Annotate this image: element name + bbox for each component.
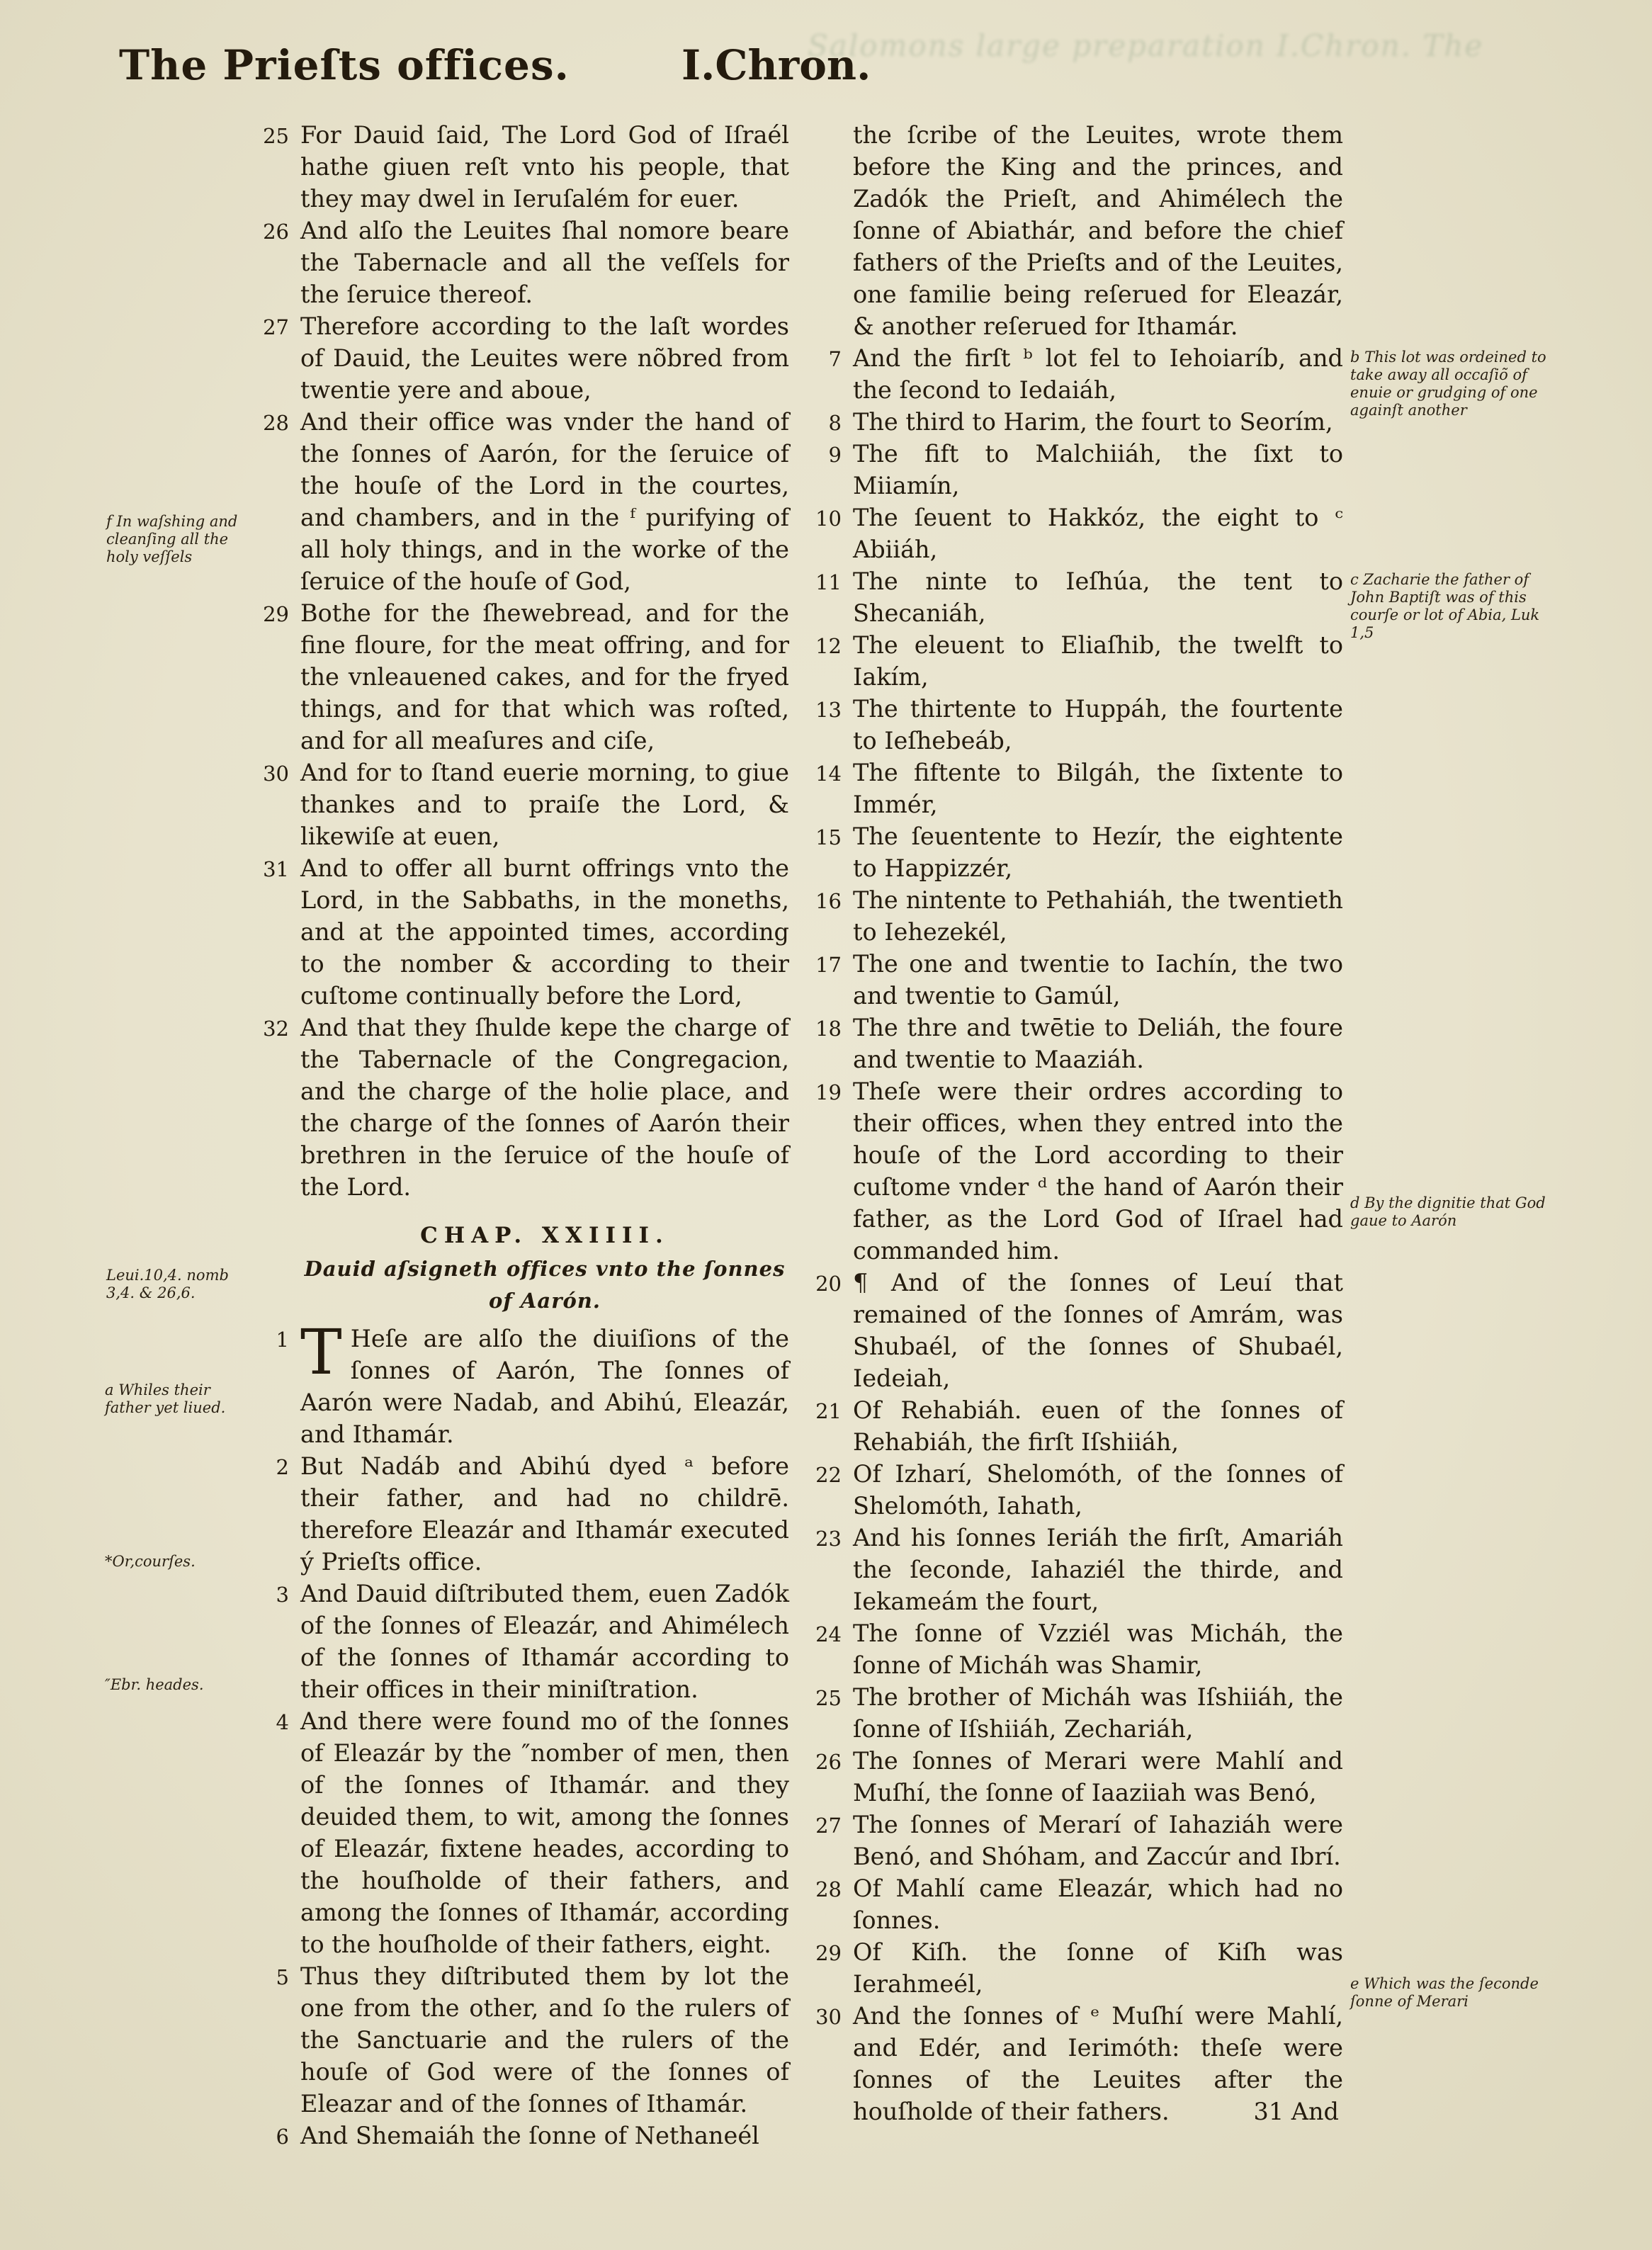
chapter23-verses [263, 119, 789, 1203]
verse-number: 3 [276, 1583, 289, 1607]
verse-number: 23 [815, 1527, 842, 1551]
verse [276, 2120, 789, 2152]
verse [815, 1681, 1343, 1745]
verse-number: 31 [263, 857, 289, 881]
verse-text: The ſonnes of Merari were Mahlí and Muſhí, the ſonne of Iaaziiah was Benó, [853, 1747, 1343, 1807]
margin-note-e: e Which was the ſeconde ſonne of Merari [1350, 1975, 1539, 2010]
continuation-paragraph [853, 119, 1343, 342]
margin-note-c: c Zacharie the father of John Baptiſt was of this courſe or lot of Abia, Luk 1,5 [1350, 571, 1540, 641]
verse-text: And for to ſtand euerie morning, to giue thankes and to praiſe the Lord, & likewiſe at euen, [300, 759, 789, 850]
margin-note-a: a Whiles their father yet liued. [105, 1381, 226, 1416]
verse-text: The ſeuent to Hakkóz, the eight to ᶜ Abiiáh, [853, 504, 1343, 563]
verse [263, 310, 789, 406]
chapter-heading: CHAP. XXIIII. [420, 1223, 669, 1248]
verse [276, 1705, 789, 1960]
verse-number: 17 [815, 953, 842, 977]
verse-text: The ſeuentente to Hezír, the eightente to Happizzér, [853, 822, 1343, 882]
verse-text: The nintente to Pethahiáh, the twentieth to Iehezekél, [853, 886, 1343, 946]
verse [263, 215, 789, 310]
verse-text: And his ſonnes Ieriáh the firſt, Amariáh the ſeconde, Iahaziél the thirde, and Iekameám the fourt, [853, 1524, 1343, 1615]
verse [276, 1316, 789, 1450]
verse-text: The ninte to Ieſhúa, the tent to Shecaniáh, [853, 567, 1343, 627]
verse-number: 28 [815, 1877, 842, 1901]
drop-cap: T [300, 1316, 342, 1389]
catchword: 31 And [1253, 2098, 1339, 2125]
verse-text: Bothe for the ſhewebread, and for the fine floure, for the meat offring, and for the vnleauened cakes, and for the fryed things, and for that which was roſted, and for all meaſures and ciſe, [300, 599, 789, 754]
verse-number: 25 [815, 1686, 842, 1710]
verse-number: 4 [276, 1710, 289, 1734]
verse [276, 1450, 789, 1578]
verse [815, 1617, 1343, 1681]
verse [815, 1394, 1343, 1458]
verse-number: 6 [276, 2125, 289, 2149]
verse-text: Of Rehabiáh. euen of the ſonnes of Rehabiáh, the firſt Iſshiiáh, [853, 1396, 1343, 1456]
verse [276, 1578, 789, 1705]
verse-text: Of Mahlí came Eleazár, which had no ſonnes. [853, 1875, 1343, 1934]
verse-number: 24 [815, 1622, 842, 1646]
verse-text: The one and twentie to Iachín, the two and twentie to Gamúl, [853, 950, 1343, 1010]
verse-text: And Shemaiáh the ſonne of Nethaneél [300, 2122, 759, 2149]
margin-note-f: f In waſshing and cleanſing all the holy veſſels [106, 513, 238, 565]
margin-note-or: *Or,courſes. [105, 1553, 196, 1570]
verse [263, 597, 789, 757]
verse-number: 1 [276, 1328, 289, 1352]
verse-number: 2 [276, 1455, 289, 1479]
verse-text: Of Izharí, Shelomóth, of the ſonnes of Shelomóth, Iahath, [853, 1460, 1343, 1520]
verse-number: 8 [828, 411, 842, 435]
verse-number: 7 [828, 347, 842, 371]
margin-note-ebr: ″Ebr. heades. [105, 1676, 204, 1693]
verse [828, 342, 1343, 406]
verse-text: Thus they diſtributed them by lot the one from the other, and ſo the rulers of the Sanctuarie and the rulers of the houſe of God were of the ſonnes of Eleazar and of the ſonnes of Ithamár. [300, 1962, 789, 2118]
verse-text: The thre and twētie to Deliáh, the foure and twentie to Maaziáh. [853, 1014, 1343, 1073]
verse [815, 629, 1343, 693]
verse-text: The fift to Malchiiáh, the ſixt to Miiamín, [853, 440, 1343, 499]
verse-number: 21 [815, 1399, 842, 1423]
verse-text: The ſonne of Vzziél was Micháh, the ſonne of Micháh was Shamir, [853, 1619, 1343, 1679]
verse-number: 26 [263, 220, 289, 244]
verse-text: The ſonnes of Merarí of Iahaziáh were Benó, and Shóham, and Zaccúr and Ibrí. [853, 1811, 1343, 1870]
verse [828, 438, 1343, 502]
verse-text: The fiftente to Bilgáh, the ſixtente to Immér, [853, 759, 1343, 818]
verse-text: The eleuent to Eliaſhib, the twelft to Iakím, [853, 631, 1343, 691]
verse-text: ¶ And of the ſonnes of Leuí that remained of the ſonnes of Amrám, was Shubaél, of the ſonnes of Shubaél, Iedeiah, [853, 1269, 1343, 1392]
verse-number: 26 [815, 1750, 842, 1774]
verse-number: 29 [263, 602, 289, 626]
verse-text: And that they ſhulde kepe the charge of the Tabernacle of the Congregacion, and the charge of the holie place, and the charge of the ſonnes of Aarón their brethren in the ſeruice of the houſe of the Lord. [300, 1014, 789, 1201]
verse [815, 1809, 1343, 1872]
verse-number: 12 [815, 634, 842, 658]
verse [815, 884, 1343, 948]
verse-number: 30 [815, 2005, 842, 2029]
verse [815, 1075, 1343, 1267]
verse [815, 820, 1343, 884]
verse-number: 19 [815, 1080, 842, 1104]
verse-number: 27 [815, 1814, 842, 1838]
verse-number: 25 [263, 124, 289, 148]
verse [815, 1012, 1343, 1075]
bleed-through-text: Salomons large preparation I.Chron. The [808, 28, 1484, 63]
margin-note-b: b This lot was ordeined to take away all occaſiõ of enuie or grudging of one againſt another [1350, 349, 1546, 419]
verse-text: Heſe are alſo the diuiſions of the ſonnes of Aarón, The ſonnes of Aarón were Nadab, and Abihú, Eleazár, and Ithamár. [300, 1325, 789, 1448]
verse [815, 1522, 1343, 1617]
verse-number: 10 [815, 507, 842, 531]
verse-text: The brother of Micháh was Iſshiiáh, the ſonne of Iſshiiáh, Zechariáh, [853, 1683, 1343, 1743]
verse-text: Theſe were their ordres according to their offices, when they entred into the houſe of the Lord according to their cuſtome vnder ᵈ the hand of Aarón their father, as the Lord God of Iſrael had commanded him. [853, 1078, 1343, 1265]
verse-number: 5 [276, 1965, 289, 1989]
verse-number: 15 [815, 825, 842, 849]
verse-number: 11 [815, 570, 842, 594]
chapter24-verses [276, 1316, 789, 2152]
verse [815, 693, 1343, 757]
verse-text: the ſcribe of the Leuites, wrote them before the King and the princes, and Zadók the Prieſt, and Ahimélech the ſonne of Abiathár, and before the chief fathers of the Prieſts and of the Leuites, one familie being reſerued for Eleazár, & another reſerued for Ithamár. [853, 121, 1343, 340]
verse [815, 1267, 1343, 1394]
verse [815, 502, 1343, 565]
verse [815, 1745, 1343, 1809]
verse-text: The third to Harim, the fourt to Seorím, [853, 408, 1333, 436]
verse-text: And Dauid diſtributed them, euen Zadók of the ſonnes of Eleazár, and Ahimélech of the ſonnes of Ithamár according to their offices in their miniſtration. [300, 1580, 789, 1703]
verse-text: The thirtente to Huppáh, the fourtente to Ieſhebeáb, [853, 695, 1343, 754]
verse-number: 16 [815, 889, 842, 913]
verse [263, 406, 789, 597]
verse-number: 27 [263, 315, 289, 339]
verse [263, 1012, 789, 1203]
margin-note-d: d By the dignitie that God gaue to Aarón [1350, 1194, 1546, 1229]
verse-text: And to offer all burnt offrings vnto the Lord, in the Sabbaths, in the moneths, and at the appointed times, according to the nomber & according to their cuſtome continually before the Lord, [300, 854, 789, 1010]
right-text-column [809, 119, 1343, 2127]
verse [815, 565, 1343, 629]
verse [815, 1872, 1343, 1936]
verse-number: 30 [263, 762, 289, 786]
verse-text: And the ſonnes of ᵉ Muſhí were Mahlí, and Edér, and Ierimóth: theſe were ſonnes of the Leuites after the houſholde of their fathers. [853, 2002, 1343, 2125]
verse-number: 32 [263, 1017, 289, 1041]
verse [815, 1936, 1343, 2000]
verse-text: For Dauid ſaid, The Lord God of Iſraél hathe giuen reſt vnto his people, that they may dwel in Ieruſalém for euer. [300, 121, 789, 213]
verse [263, 852, 789, 1012]
running-head-title: The Prieſts offices. [119, 41, 570, 89]
verse-number: 20 [815, 1272, 842, 1296]
verse-number: 22 [815, 1463, 842, 1487]
chapter-summary: Dauid aſsigneth offices vnto the ſonnes of Aarón. [304, 1257, 786, 1313]
verse [828, 406, 1343, 438]
verse-text: And their office was vnder the hand of the ſonnes of Aarón, for the ſeruice of the houſe of the Lord in the courtes, and chambers, and in the ᶠ purifying of all holy things, and in the worke of the ſeruice of the houſe of God, [300, 408, 789, 595]
verse-number: 18 [815, 1017, 842, 1041]
verse [276, 1960, 789, 2120]
running-head-book: I.Chron. [681, 41, 871, 89]
verse-text: Of Kiſh. the ſonne of Kiſh was Ierahmeél, [853, 1938, 1343, 1998]
verse-text: Therefore according to the laſt wordes of Dauid, the Leuites were nõbred from twentie yere and aboue, [300, 312, 789, 404]
left-text-column [252, 119, 789, 2152]
verse-number: 29 [815, 1941, 842, 1965]
verse [263, 119, 789, 215]
verse-number: 13 [815, 698, 842, 722]
verse-number: 14 [815, 762, 842, 786]
verse [815, 757, 1343, 820]
verse [815, 1458, 1343, 1522]
right-column-verses [815, 342, 1343, 2127]
verse-number: 28 [263, 411, 289, 435]
verse-text: But Nadáb and Abihú dyed ᵃ before their father, and had no childrē. therefore Eleazár and Ithamár executed ý Prieſts office. [300, 1452, 789, 1576]
verse-number: 9 [828, 443, 842, 467]
verse-text: And the firſt ᵇ lot fel to Iehoiaríb, and the ſecond to Iedaiáh, [853, 344, 1343, 404]
verse-text: And there were found mo of the ſonnes of Eleazár by the ″nomber of men, then of the ſonnes of Ithamár. and they deuided them, to wit, among the ſonnes of Eleazár, fixtene heades, according to the houſholde of their fathers, and among the ſonnes of Ithamár, according to the houſholde of their fathers, eight. [300, 1707, 789, 1958]
verse [815, 948, 1343, 1012]
margin-note-reference: Leui.10,4. nomb 3,4. & 26,6. [106, 1267, 229, 1301]
verse-text: And alſo the Leuites ſhal nomore beare the Tabernacle and all the veſſels for the ſeruice thereof. [300, 217, 789, 308]
verse [815, 2000, 1343, 2127]
verse [263, 757, 789, 852]
